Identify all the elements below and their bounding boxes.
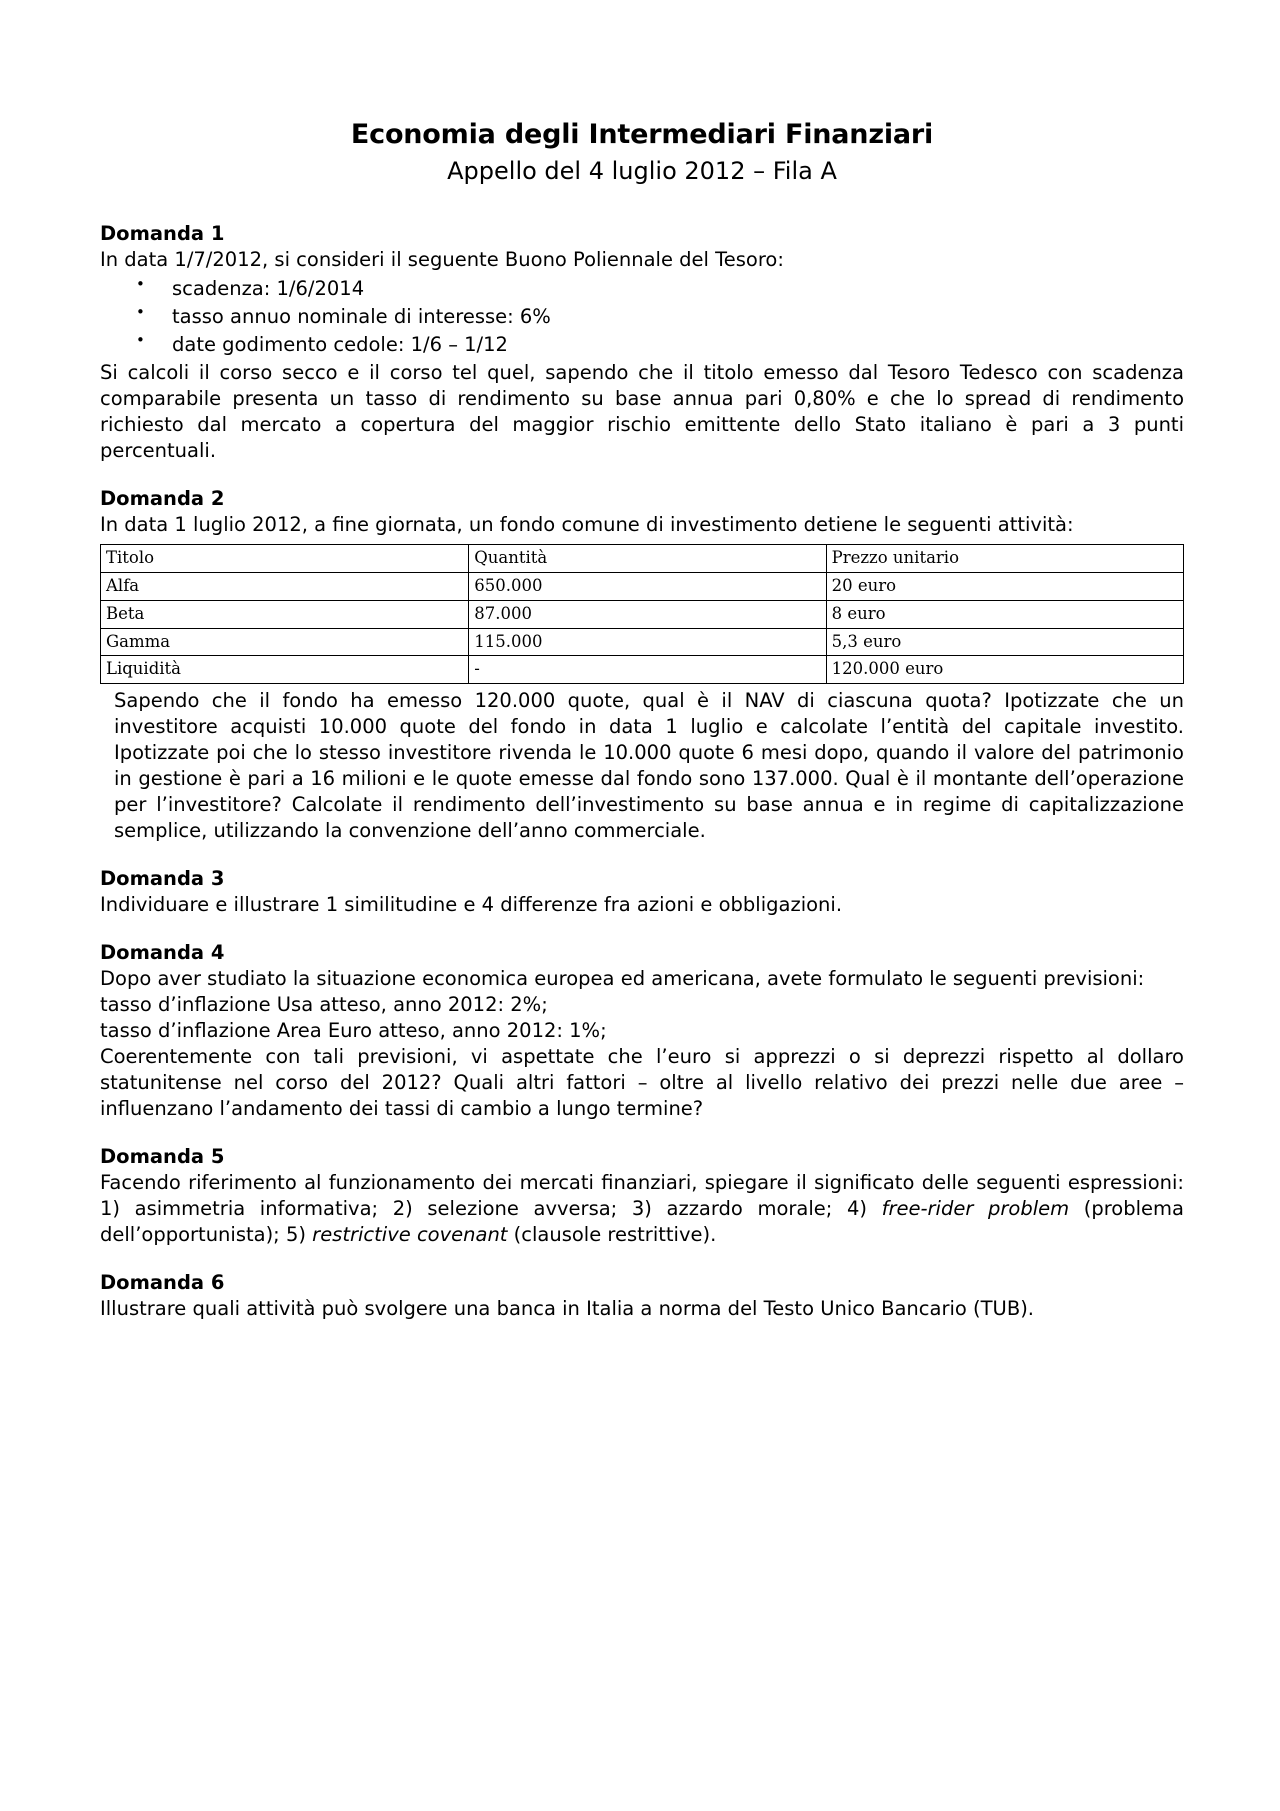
question-2 (100, 486, 1184, 844)
question-5-text-part-1: Facendo riferimento al funzionamento dei mercati finanziari, spiegare il significato delle seguenti espressioni: 1) asimmetria informativa; 2) selezione avversa; 3) azzardo morale; 4) (100, 1171, 1184, 1221)
page-title-block (100, 118, 1184, 187)
cell-quantita: 87.000 (469, 600, 826, 628)
cell-prezzo: 8 euro (826, 600, 1183, 628)
cell-quantita: 650.000 (469, 573, 826, 601)
cell-prezzo: 120.000 euro (826, 656, 1183, 684)
table-header-row (101, 545, 1184, 573)
list-item: • scadenza: 1/6/2014 (100, 275, 1184, 303)
cell-titolo: Alfa (101, 573, 469, 601)
table-row (101, 573, 1184, 601)
table-row (101, 656, 1184, 684)
table-row (101, 628, 1184, 656)
cell-quantita: 115.000 (469, 628, 826, 656)
table-row (101, 600, 1184, 628)
question-3-body: Individuare e illustrare 1 similitudine e 4 differenze fra azioni e obbligazioni. (100, 893, 843, 917)
question-5-text-part-3: (clausole restrittive). (507, 1223, 717, 1247)
cell-titolo: Gamma (101, 628, 469, 656)
question-5-italic-restrictive-covenant: restrictive covenant (312, 1223, 508, 1247)
question-1-heading: Domanda 1 (100, 221, 225, 245)
question-6-body: Illustrare quali attività può svolgere una banca in Italia a norma del Testo Unico Bancario (TUB). (100, 1297, 1035, 1321)
cell-quantita: - (469, 656, 826, 684)
list-item: • date godimento cedole: 1/6 – 1/12 (100, 331, 1184, 359)
question-4-body-line-3: tasso d’inflazione Area Euro atteso, anno 2012: 1%; (100, 1019, 607, 1043)
question-6 (100, 1270, 1184, 1322)
question-5 (100, 1144, 1184, 1248)
question-1 (100, 221, 1184, 464)
question-4-body-line-4: Coerentemente con tali previsioni, vi aspettate che l’euro si apprezzi o si deprezzi rispetto al dollaro statunitense nel corso del 2012? Quali altri fattori – oltre al livello relativo dei prezzi nelle due aree – influenzano l’andamento dei tassi di cambio a lungo termine? (100, 1045, 1184, 1120)
cell-titolo: Beta (101, 600, 469, 628)
page-subtitle: Appello del 4 luglio 2012 – Fila A (447, 156, 837, 185)
question-4 (100, 940, 1184, 1122)
column-header-titolo: Titolo (101, 545, 469, 573)
question-1-intro: In data 1/7/2012, si consideri il seguente Buono Poliennale del Tesoro: (100, 248, 784, 272)
cell-titolo: Liquidità (101, 656, 469, 684)
question-4-body-line-2: tasso d’inflazione Usa atteso, anno 2012: 2%; (100, 993, 548, 1017)
question-5-heading: Domanda 5 (100, 1144, 225, 1168)
column-header-prezzo: Prezzo unitario (826, 545, 1183, 573)
question-3-heading: Domanda 3 (100, 866, 225, 890)
question-3 (100, 866, 1184, 918)
question-5-italic-free-rider: free-rider problem (881, 1197, 1070, 1221)
cell-prezzo: 20 euro (826, 573, 1183, 601)
question-2-body: Sapendo che il fondo ha emesso 120.000 quote, qual è il NAV di ciascuna quota? Ipotizzate che un investitore acquisti 10.000 quote del fondo in data 1 luglio e calcolate l’entità del capitale investito. Ipotizzate poi che lo stesso investitore rivenda le 10.000 quote 6 mesi dopo, quando il valore del patrimonio in gestione è pari a 16 milioni e le quote emesse dal fondo sono 137.000. Qual è il montante dell’operazione per l’investitore? Calcolate il rendimento dell’investimento su base annua e in regime di capitalizzazione semplice, utilizzando la convenzione dell’anno commerciale. (114, 689, 1184, 842)
column-header-quantita: Quantità (469, 545, 826, 573)
question-6-heading: Domanda 6 (100, 1270, 225, 1294)
question-4-body-line-1: Dopo aver studiato la situazione economica europea ed americana, avete formulato le seguenti previsioni: (100, 967, 1145, 991)
cell-prezzo: 5,3 euro (826, 628, 1183, 656)
question-1-body: Si calcoli il corso secco e il corso tel quel, sapendo che il titolo emesso dal Tesoro Tedesco con scadenza comparabile presenta un tasso di rendimento su base annua pari 0,80% e che lo spread di rendimento richiesto dal mercato a copertura del maggior rischio emittente dello Stato italiano è pari a 3 punti percentuali. (100, 361, 1184, 463)
question-2-intro: In data 1 luglio 2012, a fine giornata, un fondo comune di investimento detiene le seguenti attività: (100, 513, 1074, 537)
list-item: • tasso annuo nominale di interesse: 6% (100, 303, 1184, 331)
page-title: Economia degli Intermediari Finanziari (350, 119, 934, 150)
question-2-heading: Domanda 2 (100, 486, 225, 510)
question-5-body (100, 1170, 1184, 1248)
assets-table (100, 544, 1184, 684)
question-1-bullet-list (100, 275, 1184, 358)
question-5-text-part-2: (problema dell’opportunista); 5) (100, 1197, 1184, 1247)
question-4-heading: Domanda 4 (100, 941, 225, 964)
